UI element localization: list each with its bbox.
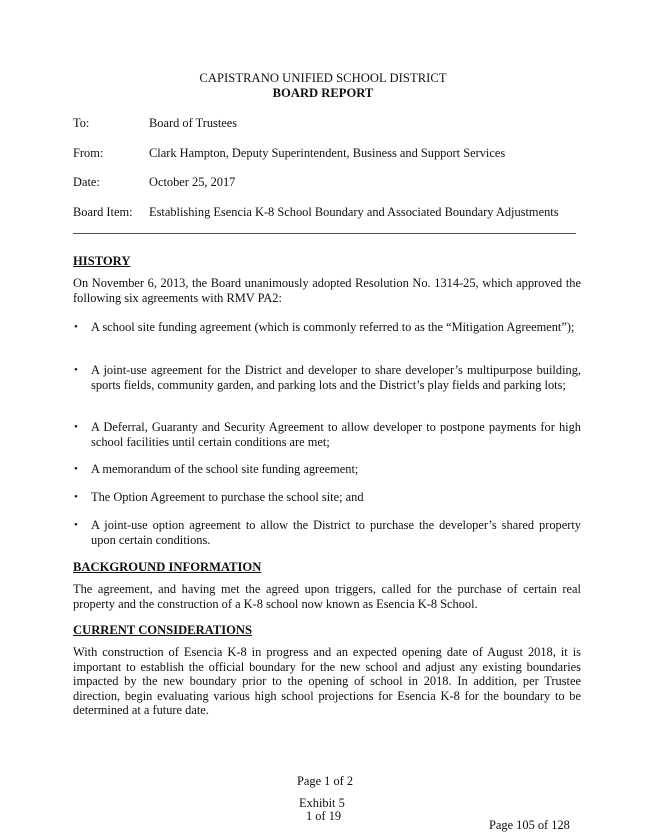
date-value: October 25, 2017 [149,175,236,189]
to-value: Board of Trustees [149,116,238,130]
to-label: To: [73,116,90,130]
history-intro: On November 6, 2013, the Board unanimously adopted Resolution No. 1314-25, which approved the following six agreements with RMV PA2: [73,276,581,305]
board-item-value: Establishing Esencia K-8 School Boundary and Associated Boundary Adjustments [149,205,559,219]
bullet-icon: • [74,519,78,531]
list-item: A school site funding agreement (which is commonly referred to as the “Mitigation Agreement”); [91,320,575,334]
background-text: The agreement, and having met the agreed upon triggers, called for the purchase of certain real property and the construction of a K-8 school now known as Esencia K-8 School. [73,582,581,611]
current-considerations-heading: CURRENT CONSIDERATIONS [73,623,253,637]
page-number: Page 1 of 2 [297,774,354,788]
current-considerations-text: With construction of Esencia K-8 in progress and an expected opening date of August 2018, it is important to establish the official boundary for the new school and adjust any existing boundaries impacted by the new boundary prior to the opening of school in 2018. In addition, per Trustee direction, begin evaluating various high school projections for Esencia K-8 for the boundary to be determined at a future date. [73,645,581,718]
exhibit-label: Exhibit 5 [299,796,345,810]
bullet-icon: • [74,491,78,503]
list-item: A memorandum of the school site funding agreement; [91,462,359,476]
list-item: The Option Agreement to purchase the school site; and [91,490,364,504]
board-item-label: Board Item: [73,205,133,219]
background-heading: BACKGROUND INFORMATION [73,560,262,574]
from-value: Clark Hampton, Deputy Superintendent, Business and Support Services [149,146,506,160]
bullet-icon: • [74,364,78,376]
list-item: A joint-use agreement for the District and developer to share developer’s multipurpose building, sports fields, community garden, and parking lots and the District’s play fields and parking lots; [91,363,581,392]
date-label: Date: [73,175,100,189]
district-name: CAPISTRANO UNIFIED SCHOOL DISTRICT [199,71,447,85]
bullet-icon: • [74,463,78,475]
bullet-icon: • [74,321,78,333]
list-item: A Deferral, Guaranty and Security Agreement to allow developer to postpone payments for high school facilities until certain conditions are met; [91,420,581,449]
from-label: From: [73,146,104,160]
history-heading: HISTORY [73,254,131,268]
bullet-icon: • [74,421,78,433]
header-divider [73,233,576,234]
exhibit-page: 1 of 19 [306,809,342,823]
list-item: A joint-use option agreement to allow the District to purchase the developer’s shared property upon certain conditions. [91,518,581,547]
packet-page-number: Page 105 of 128 [489,818,570,832]
report-title: BOARD REPORT [272,86,374,100]
